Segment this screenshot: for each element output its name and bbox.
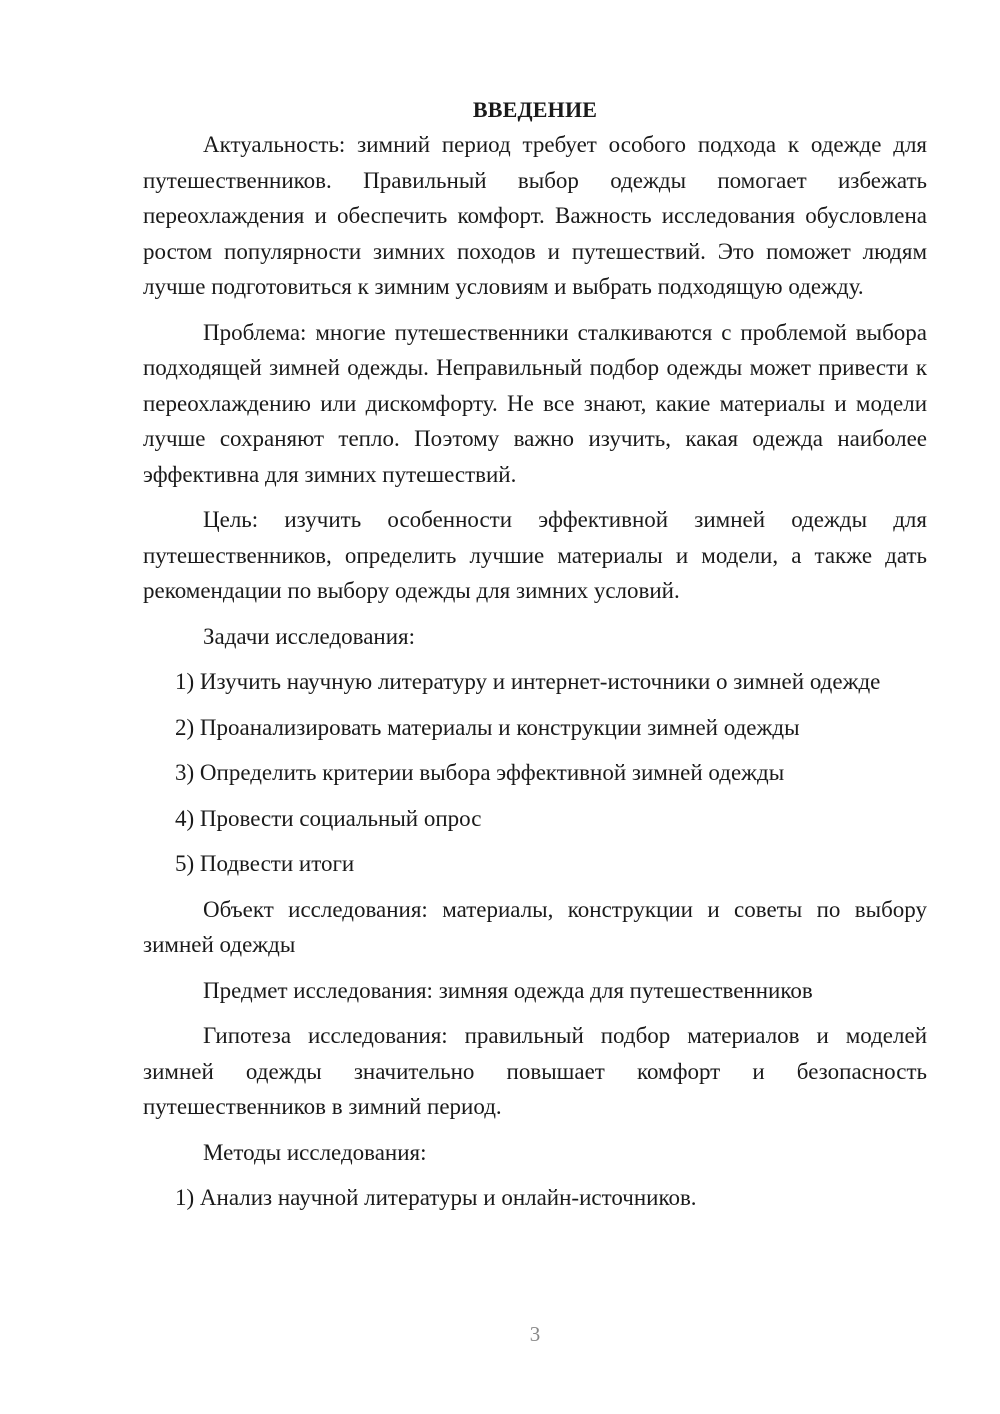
goal-paragraph: Цель: изучить особенности эффективной зимней одежды для путешественников, определить лучшие материалы и модели, а также дать рекомендации по выбору одежды для зимних условий.: [143, 507, 927, 603]
document-page: [143, 92, 927, 1226]
task-item: 1) Изучить научную литературу и интернет-источники о зимней одежде: [175, 669, 881, 694]
tasks-list: [143, 664, 927, 882]
object-paragraph: Объект исследования: материалы, конструкции и советы по выбору зимней одежды: [143, 896, 927, 957]
tasks-label: Задачи исследования:: [203, 623, 416, 649]
subject-paragraph: Предмет исследования: зимняя одежда для путешественников: [203, 977, 813, 1003]
task-item: 5) Подвести итоги: [175, 851, 355, 876]
methods-list: [143, 1180, 927, 1216]
task-item: 3) Определить критерии выбора эффективной зимней одежды: [175, 760, 785, 785]
task-item: 4) Провести социальный опрос: [175, 805, 482, 831]
problem-paragraph: Проблема: многие путешественники сталкиваются с проблемой выбора подходящей зимней одежды. Неправильный подбор одежды может привести к переохлаждению или дискомфорту. Не все знают, какие материалы и модели лучше сохраняют тепло. Поэтому важно изучить, какая одежда наиболее эффективна для зимних путешествий.: [143, 319, 927, 487]
task-item: 2) Проанализировать материалы и конструкции зимней одежды: [175, 714, 800, 740]
hypothesis-paragraph: Гипотеза исследования: правильный подбор материалов и моделей зимней одежды значительно повышает комфорт и безопасность путешественников в зимний период.: [143, 1023, 927, 1119]
document-title: ВВЕДЕНИЕ: [472, 97, 598, 122]
relevance-paragraph: Актуальность: зимний период требует особого подхода к одежде для путешественников. Правильный выбор одежды помогает избежать переохлаждения и обеспечить комфорт. Важность исследования обусловлена ростом популярности зимних походов и путешествий. Это поможет людям лучше подготовиться к зимним условиям и выбрать подходящую одежду.: [143, 132, 927, 299]
method-item: 1) Анализ научной литературы и онлайн-источников.: [175, 1185, 697, 1210]
page-number: 3: [529, 1322, 541, 1346]
methods-label: Методы исследования:: [203, 1139, 427, 1165]
